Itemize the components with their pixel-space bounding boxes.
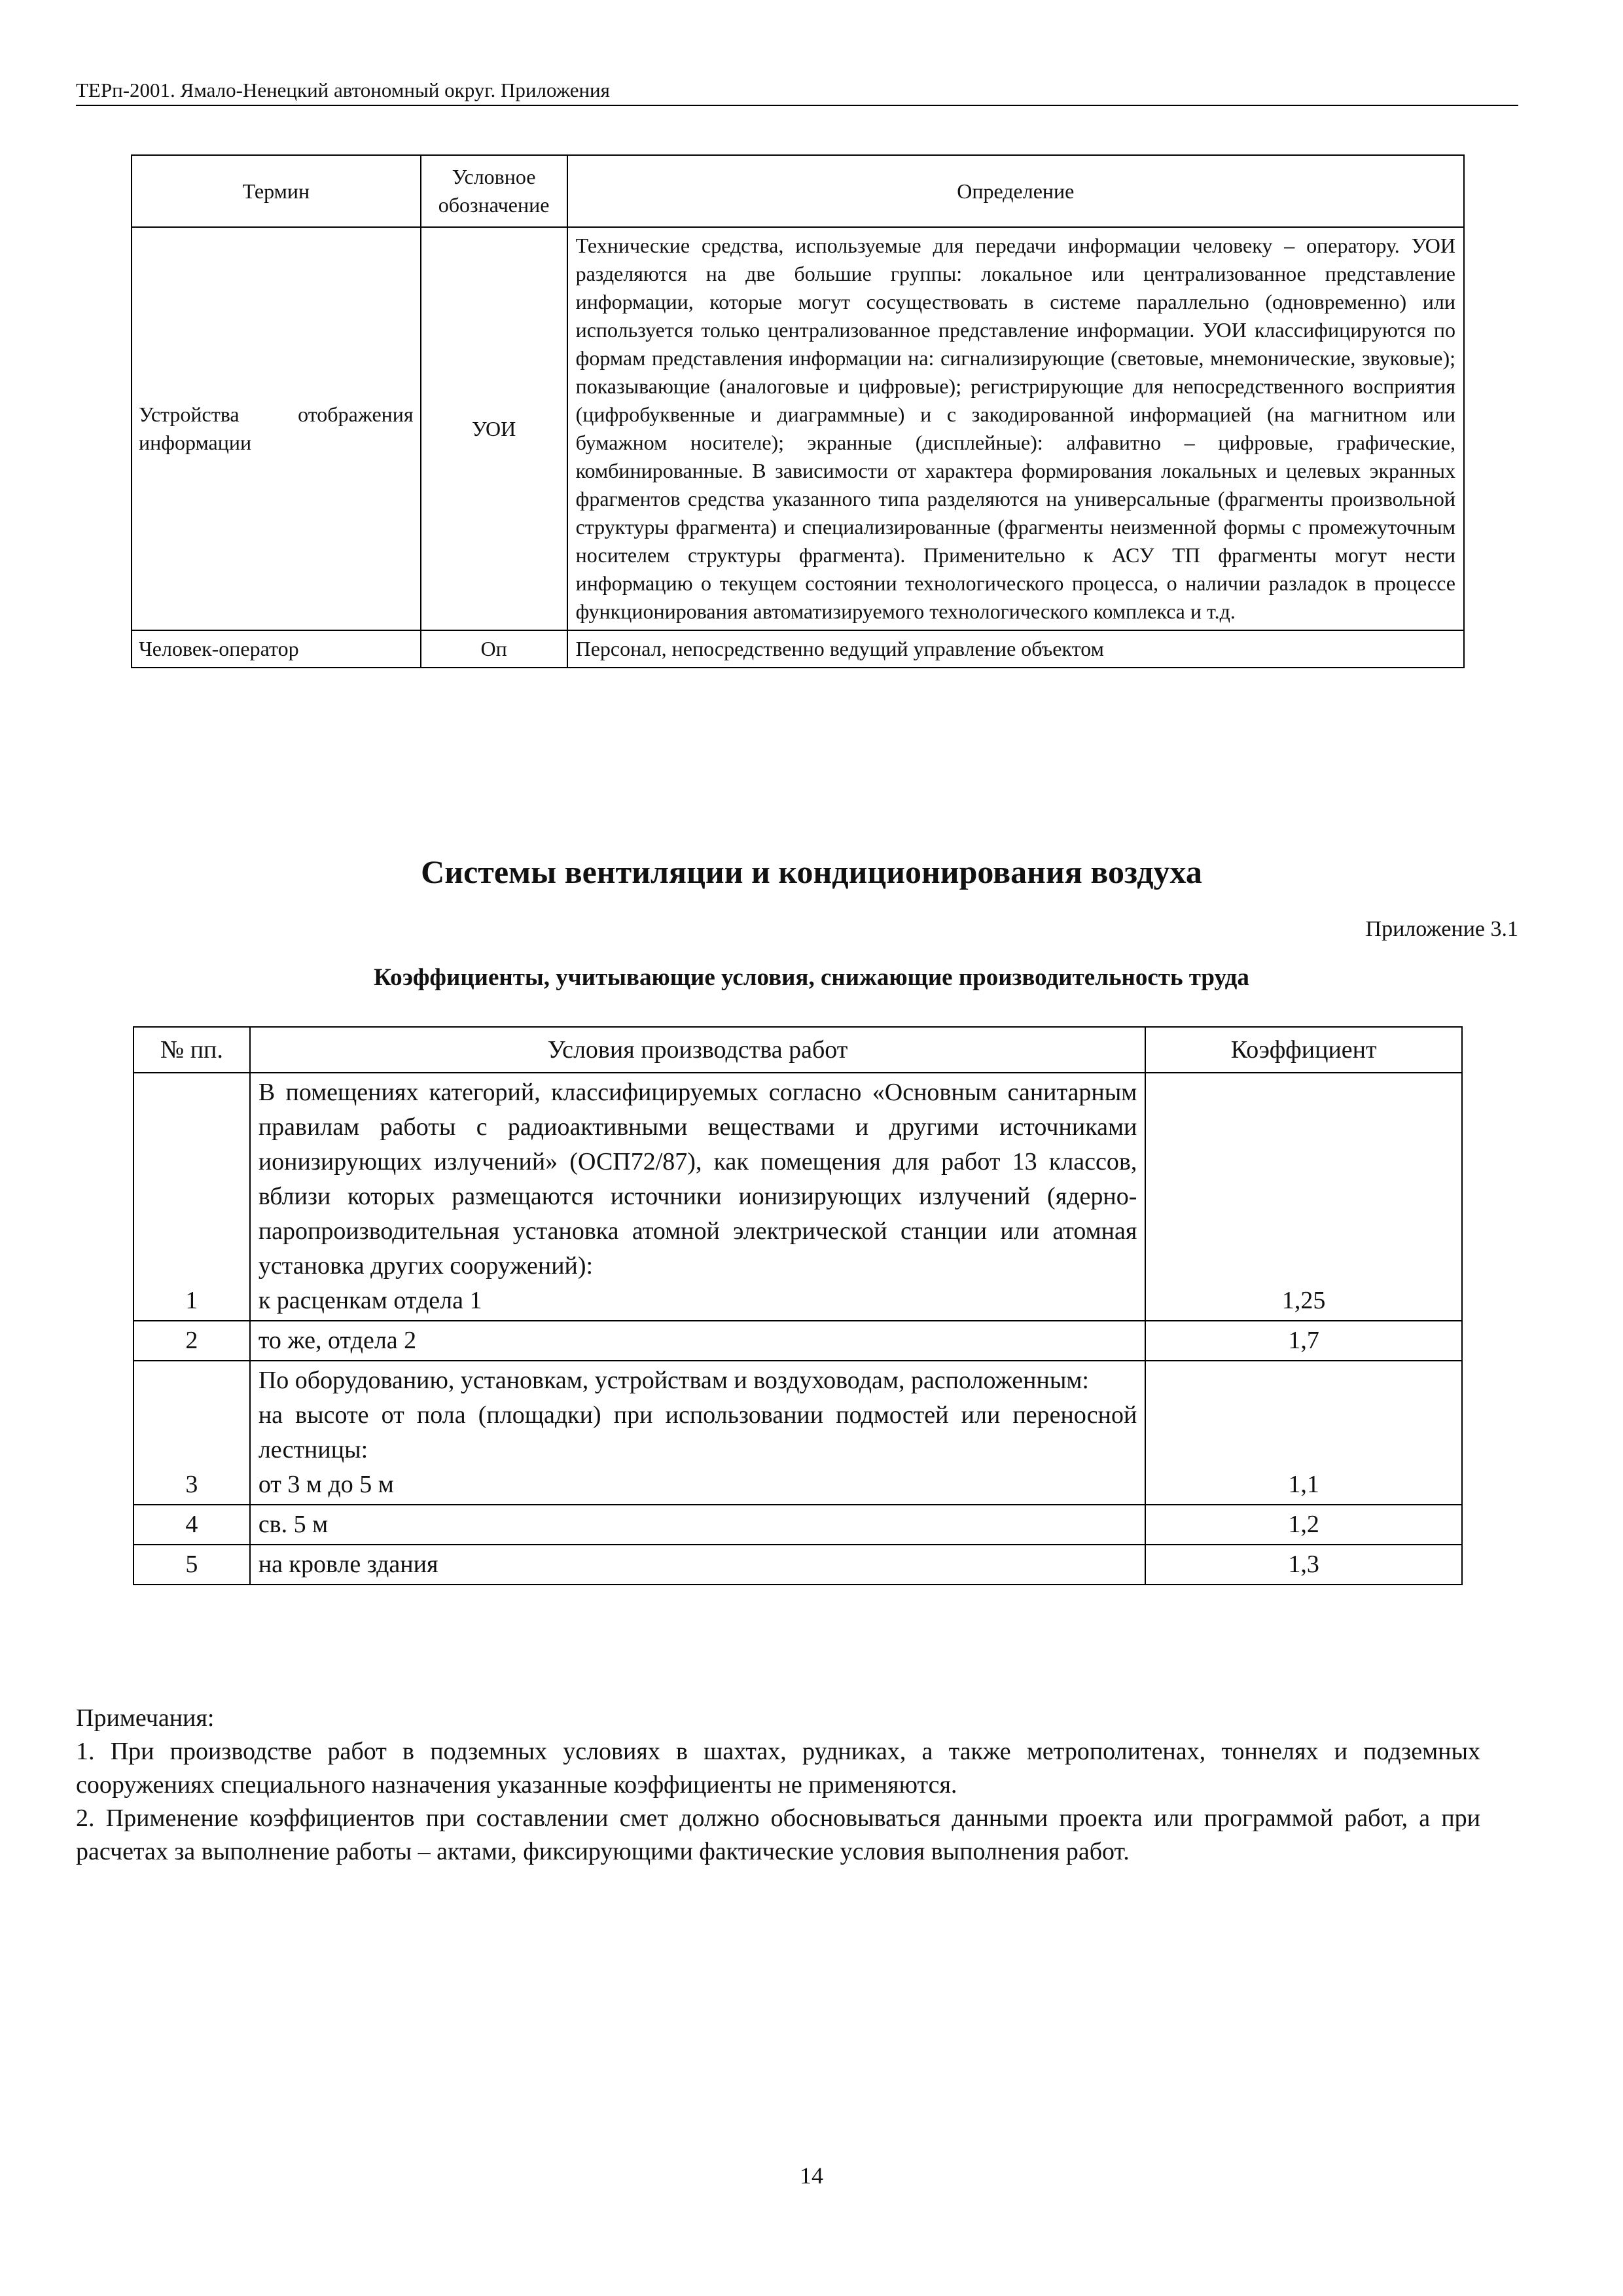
condition-lead-text: По оборудованию, установкам, устройствам и воздуховодам, расположенным: xyxy=(258,1367,1089,1394)
table-row xyxy=(134,1073,1462,1321)
coefficient-value: 1,3 xyxy=(1145,1545,1462,1585)
notes-heading: Примечания: xyxy=(76,1704,215,1732)
running-header: ТЕРп-2001. Ямало-Ненецкий автономный округ. Приложения xyxy=(76,77,1518,106)
table-row xyxy=(132,630,1464,668)
note-item: 1. При производстве работ в подземных условиях в шахтах, рудниках, а также метрополитенах, тоннелях и подземных сооружениях специального назначения указанные коэффициенты не применяются. xyxy=(76,1738,1480,1799)
column-header-term: Термин xyxy=(132,155,421,227)
condition-cell xyxy=(250,1073,1146,1321)
appendix-label: Приложение 3.1 xyxy=(1365,917,1518,941)
section-title: Системы вентиляции и кондиционирования воздуха xyxy=(421,853,1202,890)
condition-text: к расценкам отдела 1 xyxy=(258,1287,482,1314)
condition-text: св. 5 м xyxy=(258,1511,329,1538)
coefficient-value: 1,1 xyxy=(1145,1361,1462,1505)
abbreviation-cell: УОИ xyxy=(421,227,567,630)
coefficient-value: 1,2 xyxy=(1145,1505,1462,1545)
table-title: Коэффициенты, учитывающие условия, снижающие производительность труда xyxy=(374,964,1249,991)
terms-table xyxy=(131,154,1465,668)
column-header-conditions: Условия производства работ xyxy=(250,1027,1146,1073)
row-number: 1 xyxy=(134,1073,250,1321)
definition-cell: Персонал, непосредственно ведущий управление объектом xyxy=(567,630,1464,668)
abbreviation-cell: Оп xyxy=(421,630,567,668)
column-header-definition: Определение xyxy=(567,155,1464,227)
page-number: 14 xyxy=(800,2162,823,2189)
table-row xyxy=(134,1361,1462,1505)
table-row xyxy=(134,1321,1462,1361)
column-header-abbreviation: Условное обозначение xyxy=(421,155,567,227)
condition-lead-text: В помещениях категорий, классифицируемых согласно «Основным санитарным правилам работы с радиоактивными веществами и другими источниками ионизирующих излучений» (ОСП72/87), как помещения для работ 13 классов, вблизи которых размещаются источники ионизирующих излучений (ядерно-паропроизводительная установка атомной электрической станции или атомная установка других сооружений): xyxy=(258,1079,1137,1280)
table-row xyxy=(134,1545,1462,1585)
condition-cell xyxy=(250,1545,1146,1585)
condition-lead-text: на высоте от пола (площадки) при использовании подмостей или переносной лестницы: xyxy=(258,1401,1137,1463)
column-header-number: № пп. xyxy=(134,1027,250,1073)
row-number: 5 xyxy=(134,1545,250,1585)
terms-table-header-row xyxy=(132,155,1464,227)
condition-cell xyxy=(250,1361,1146,1505)
term-cell: Человек-оператор xyxy=(132,630,421,668)
coefficient-value: 1,7 xyxy=(1145,1321,1462,1361)
column-header-coefficient: Коэффициент xyxy=(1145,1027,1462,1073)
notes xyxy=(76,1702,1480,1869)
note-item: 2. Применение коэффициентов при составлении смет должно обосновываться данными проекта или программой работ, а при расчетах за выполнение работы – актами, фиксирующими фактические условия выполнения работ. xyxy=(76,1804,1480,1865)
condition-cell xyxy=(250,1505,1146,1545)
row-number: 4 xyxy=(134,1505,250,1545)
table-row xyxy=(132,227,1464,630)
condition-text: то же, отдела 2 xyxy=(258,1327,417,1354)
row-number: 3 xyxy=(134,1361,250,1505)
term-cell: Устройства отображения информации xyxy=(132,227,421,630)
table-row xyxy=(134,1505,1462,1545)
condition-cell xyxy=(250,1321,1146,1361)
coefficient-value: 1,25 xyxy=(1145,1073,1462,1321)
row-number: 2 xyxy=(134,1321,250,1361)
condition-text: от 3 м до 5 м xyxy=(258,1471,394,1498)
coefficients-table xyxy=(133,1026,1463,1585)
condition-text: на кровле здания xyxy=(258,1551,438,1578)
definition-cell: Технические средства, используемые для передачи информации человеку – оператору. УОИ разделяются на две большие группы: локальное или централизованное представление информации, которые могут сосуществовать в системе параллельно (одновременно) или используется только централизованное представление информации. УОИ классифицируются по формам представления информации на: сигнализирующие (световые, мнемонические, звуковые); показывающие (аналоговые и цифровые); регистрирующие для непосредственного восприятия (цифробуквенные и диаграммные) и с закодированной информацией (на магнитном или бумажном носителе); экранные (дисплейные): алфавитно – цифровые, графические, комбинированные. В зависимости от характера формирования локальных и целевых экранных фрагментов средства указанного типа разделяются на универсальные (фрагменты произвольной структуры фрагмента) и специализированные (фрагменты неизменной формы с промежуточным носителем структуры фрагмента). Применительно к АСУ ТП фрагменты могут нести информацию о текущем состоянии технологического процесса, о наличии разладок в процессе функционирования автоматизируемого технологического комплекса и т.д. xyxy=(567,227,1464,630)
coefficients-table-header-row xyxy=(134,1027,1462,1073)
